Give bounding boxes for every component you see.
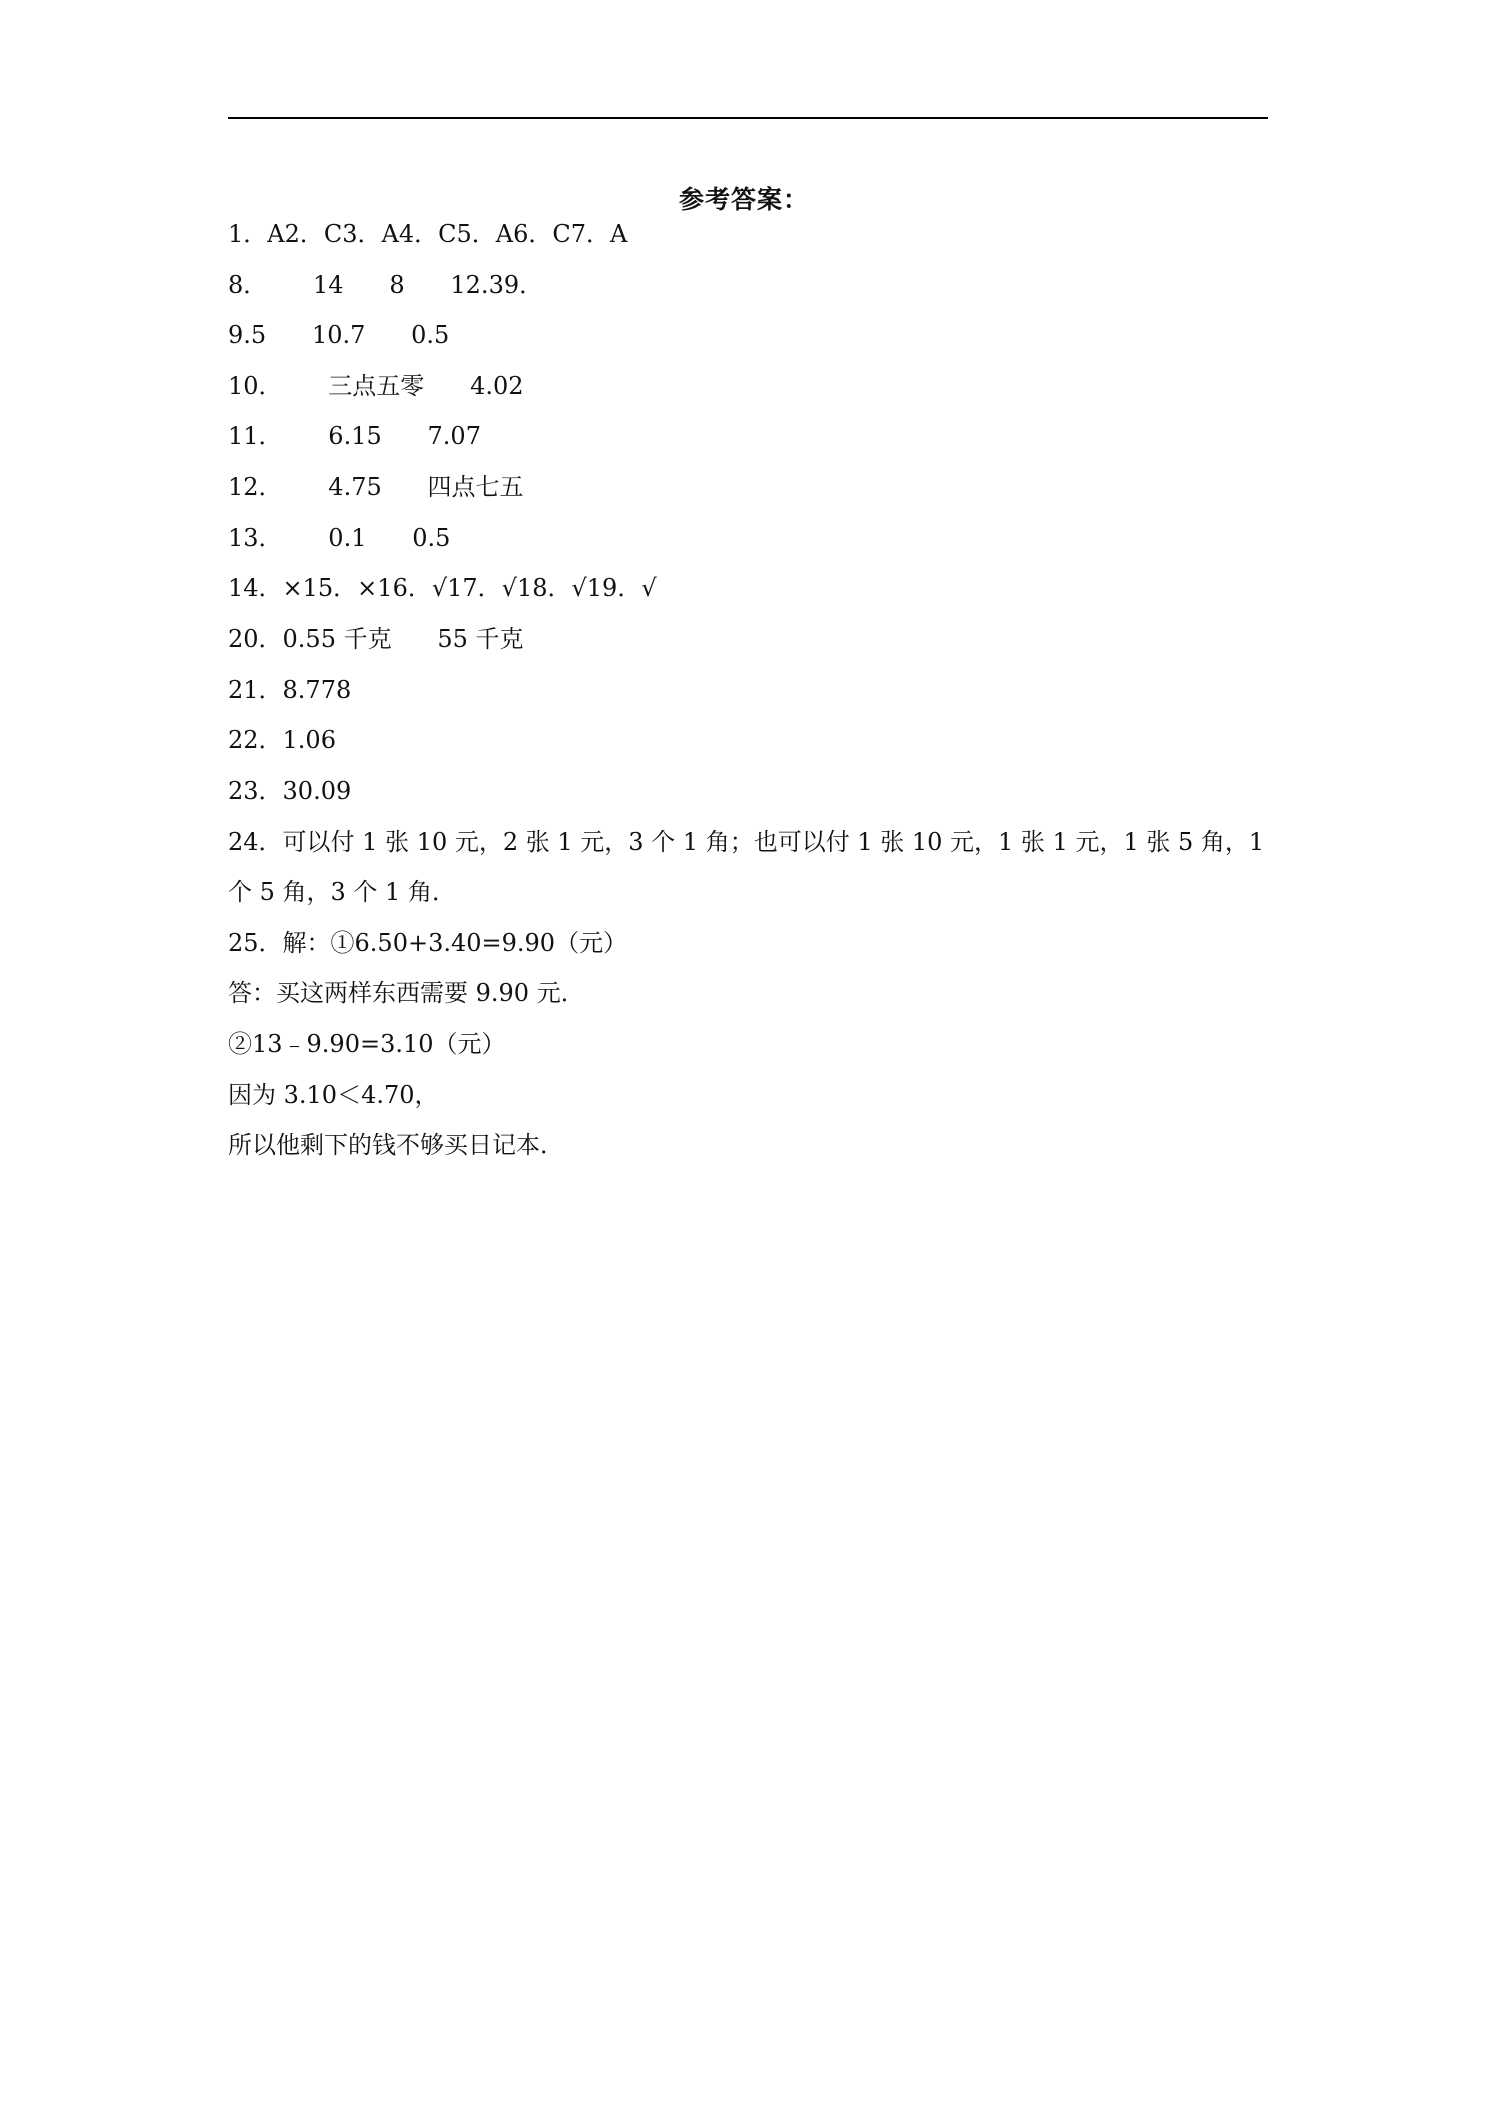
answer-line-12: 12． 4.75 四点七五 — [228, 473, 524, 501]
answer-line-25-answer: 答：买这两样东西需要 9.90 元． — [228, 979, 585, 1007]
answer-line-8: 8． 14 8 12.39． — [228, 271, 544, 299]
answer-line-10: 10． 三点五零 4.02 — [228, 372, 524, 400]
answer-line-13: 13． 0.1 0.5 — [228, 524, 451, 552]
answer-line-11: 11． 6.15 7.07 — [228, 422, 481, 450]
answer-line-20: 20．0.55 千克 55 千克 — [228, 625, 524, 653]
answer-line-23: 23．30.09 — [228, 777, 352, 805]
answer-line-25-step2: ②13﹣9.90=3.10（元） — [228, 1030, 506, 1058]
answer-line-22: 22．1.06 — [228, 726, 336, 754]
answer-line-24: 24．可以付 1 张 10 元，2 张 1 元，3 个 1 角；也可以付 1 张 10 元，1 张 1 元，1 张 5 角，1 — [228, 828, 1265, 856]
answer-line-25-therefore: 所以他剩下的钱不够买日记本． — [228, 1131, 564, 1159]
answer-line-1: 1．A2．C3．A4．C5．A6．C7．A — [228, 220, 628, 248]
answer-line-14: 14．×15．×16．√17．√18．√19．√ — [228, 574, 657, 602]
answer-line-24-cont: 个 5 角，3 个 1 角． — [228, 878, 456, 906]
answer-line-25-because: 因为 3.10＜4.70， — [228, 1081, 439, 1109]
answer-line-9: 9.5 10.7 0.5 — [228, 321, 450, 349]
page-title: 参考答案： — [678, 185, 809, 214]
header-rule — [228, 117, 1268, 119]
answer-line-25: 25．解：①6.50+3.40=9.90（元） — [228, 929, 628, 957]
answer-line-21: 21．8.778 — [228, 676, 352, 704]
